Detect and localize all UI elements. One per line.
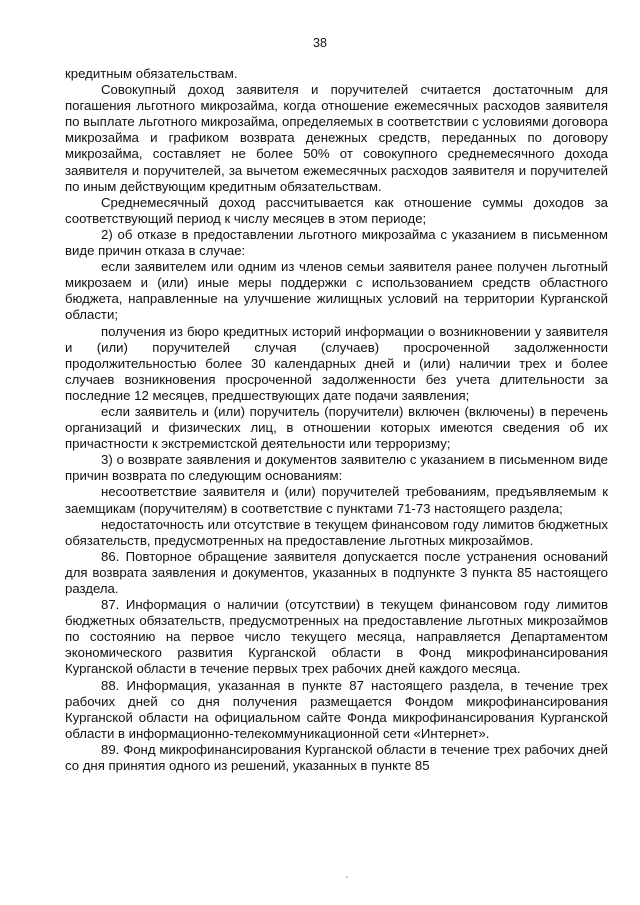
page-number: 38 [313,36,327,50]
paragraph-average-income: Среднемесячный доход рассчитывается как отношение суммы доходов за соответствующий период к числу месяцев в этом периоде; [65,194,608,226]
paragraph-87: 87. Информация о наличии (отсутствии) в текущем финансовом году лимитов бюджетных обязательств, предусмотренных на предоставление льготных микрозаймов по состоянию на первое число текущего месяца, направляется Департаментом экономического развития Курганской области в Фонд микрофинансирования Курганской области в течение первых трех рабочих дней каждого месяца. [65,597,608,677]
paragraph-89: 89. Фонд микрофинансирования Курганской области в течение трех рабочих дней со дня принятия одного из решений, указанных в пункте 85 [65,741,608,774]
paragraph-return: 3) о возврате заявления и документов заявителю с указанием в письменном виде причин возврата по следующим основаниям: [65,452,608,484]
document-body [65,66,608,774]
paragraph-return-reason-1: несоответствие заявителя и (или) поручителей требованиям, предъявляемым к заемщикам (поручителям) в соответствие с пунктами 71-73 настоящего раздела; [65,484,608,516]
paragraph-86: 86. Повторное обращение заявителя допускается после устранения оснований для возврата заявления и документов, указанных в подпункте 3 пункта 85 настоящего раздела. [65,548,608,596]
paragraph-continuation: кредитным обязательствам. [65,66,238,81]
paragraph-return-reason-2: недостаточность или отсутствие в текущем финансовом году лимитов бюджетных обязательств, предусмотренных на предоставление льготных микрозаймов. [65,516,608,548]
paragraph-refusal-reason-3: если заявитель и (или) поручитель (поручители) включен (включены) в перечень организаций и физических лиц, в отношении которых имеются сведения об их причастности к экстремистской деятельности или терроризму; [65,403,608,452]
scan-speck [346,876,348,878]
paragraph-total-income: Совокупный доход заявителя и поручителей считается достаточным для погашения льготного микрозайма, когда отношение ежемесячных расходов заявителя по выплате льготного микрозайма, определяемых в соответствии с условиями договора микрозайма и графиком возврата денежных средств, переданных по договору микрозайма, составляет не более 50% от совокупного среднемесячного дохода заявителя и поручителей, за вычетом ежемесячных расходов заявителя и поручителей по иным действующим кредитным обязательствам. [65,82,608,194]
paragraph-refusal-reason-1: если заявителем или одним из членов семьи заявителя ранее получен льготный микрозаем и (или) иные меры поддержки с использованием средств областного бюджета, направленные на улучшение жилищных условий на территории Курганской области; [65,259,608,323]
paragraph-refusal-reason-2: получения из бюро кредитных историй информации о возникновении у заявителя и (или) поручителей случая (случаев) просроченной задолженности продолжительностью более 30 календарных дней и (или) наличии трех и более случаев возникновения просроченной задолженности без учета длительности за последние 12 месяцев, предшествующих дате подачи заявления; [65,323,608,403]
paragraph-88: 88. Информация, указанная в пункте 87 настоящего раздела, в течение трех рабочих дней со дня получения размещается Фондом микрофинансирования Курганской области на официальном сайте Фонда микрофинансирования Курганской области в информационно-телекоммуникационной сети «Интернет». [65,677,608,741]
paragraph-refusal: 2) об отказе в предоставлении льготного микрозайма с указанием в письменном виде причин отказа в случае: [65,226,608,259]
